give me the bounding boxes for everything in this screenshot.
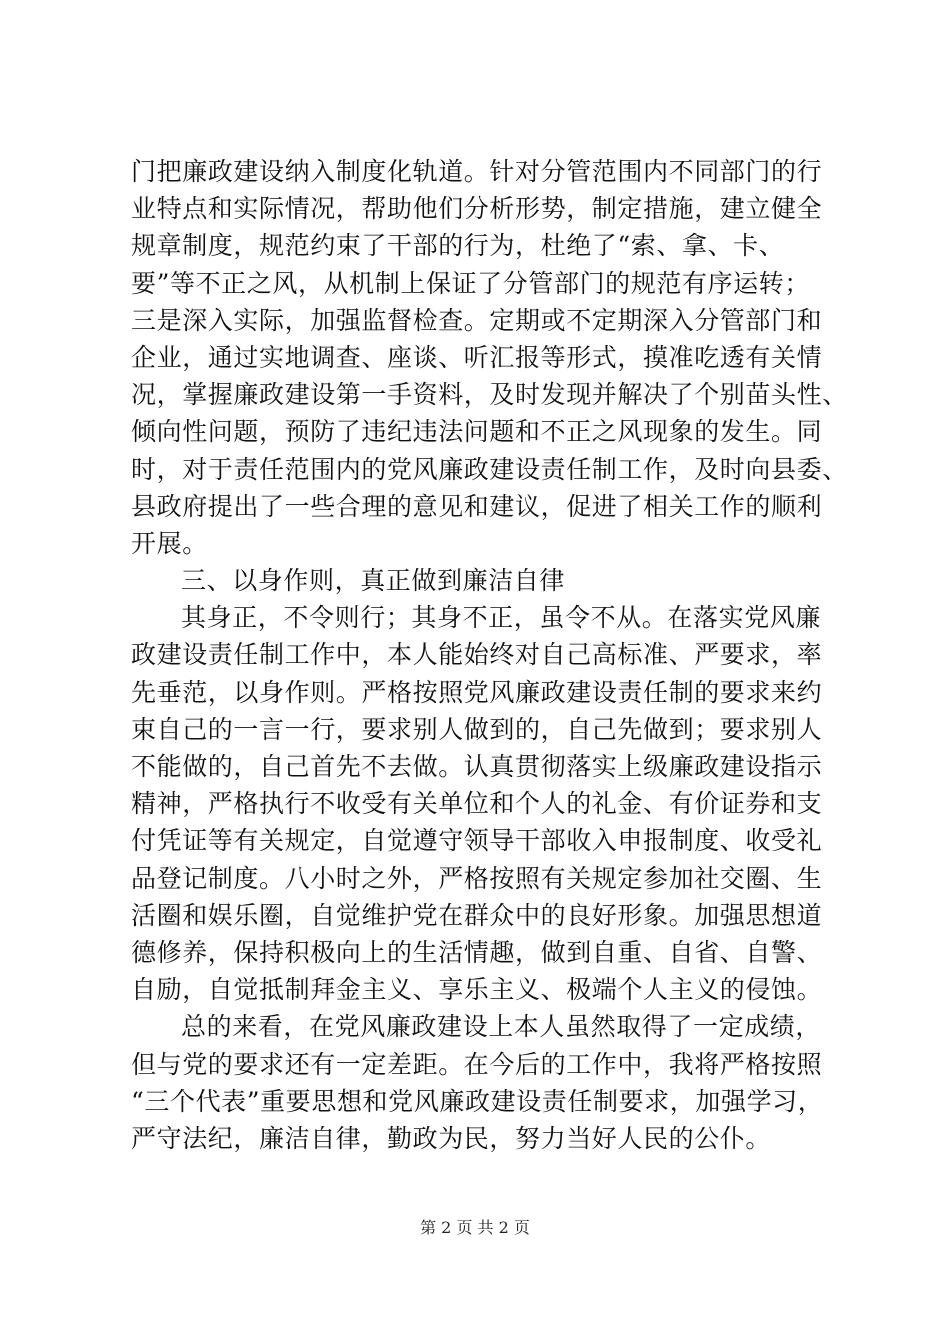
text-line: 企业，通过实地调查、座谈、听汇报等形式，摸准吃透有关情 bbox=[131, 342, 823, 372]
text-line: 倾向性问题，预防了违纪违法问题和不正之风现象的发生。同 bbox=[131, 417, 823, 447]
text-line: 束自己的一言一行，要求别人做到的，自己先做到；要求别人 bbox=[131, 714, 823, 744]
text-line: 德修养，保持积极向上的生活情趣，做到自重、自省、自警、 bbox=[131, 937, 823, 967]
text-line: 三、以身作则，真正做到廉洁自律 bbox=[181, 566, 566, 596]
text-line: 三是深入实际，加强监督检查。定期或不定期深入分管部门和 bbox=[131, 305, 823, 335]
text-line: 规章制度，规范约束了干部的行为，杜绝了“索、拿、卡、 bbox=[131, 231, 785, 261]
text-line: 要”等不正之风，从机制上保证了分管部门的规范有序运转； bbox=[131, 268, 810, 298]
text-line: 业特点和实际情况，帮助他们分析形势，制定措施，建立健全 bbox=[131, 194, 823, 224]
text-line: 不能做的，自己首先不去做。认真贯彻落实上级廉政建设指示 bbox=[131, 752, 823, 781]
text-line: 况，掌握廉政建设第一手资料，及时发现并解决了个别苗头性、 bbox=[131, 380, 848, 410]
text-line: 严守法纪，廉洁自律，勤政为民，努力当好人民的公仆。 bbox=[131, 1123, 772, 1153]
text-line: 时，对于责任范围内的党风廉政建设责任制工作，及时向县委、 bbox=[131, 454, 848, 484]
text-line: 但与党的要求还有一定差距。在今后的工作中，我将严格按照 bbox=[131, 1049, 823, 1079]
text-line: 门把廉政建设纳入制度化轨道。针对分管范围内不同部门的行 bbox=[131, 157, 823, 186]
text-line: 自励，自觉抵制拜金主义、享乐主义、极端个人主义的侵蚀。 bbox=[131, 975, 823, 1005]
text-line: 精神，严格执行不收受有关单位和个人的礼金、有价证券和支 bbox=[131, 789, 823, 819]
text-line: 政建设责任制工作中，本人能始终对自己高标准、严要求，率 bbox=[131, 640, 823, 670]
document-body bbox=[131, 153, 848, 1157]
text-line: 活圈和娱乐圈，自觉维护党在群众中的良好形象。加强思想道 bbox=[131, 900, 823, 930]
text-line: 付凭证等有关规定，自觉遵守领导干部收入申报制度、收受礼 bbox=[131, 826, 823, 856]
text-line: 品登记制度。八小时之外，严格按照有关规定参加社交圈、生 bbox=[131, 863, 823, 893]
text-line: 其身正，不令则行；其身不正，虽令不从。在落实党风廉 bbox=[181, 603, 822, 633]
text-line: 先垂范，以身作则。严格按照党风廉政建设责任制的要求来约 bbox=[131, 677, 823, 707]
text-line: “三个代表”重要思想和党风廉政建设责任制要求，加强学习， bbox=[131, 1086, 824, 1116]
page-footer: 第 2 页 共 2 页 bbox=[420, 1218, 530, 1237]
text-line: 开展。 bbox=[131, 528, 208, 558]
text-line: 总的来看，在党风廉政建设上本人虽然取得了一定成绩， bbox=[181, 1012, 822, 1042]
text-line: 县政府提出了一些合理的意见和建议，促进了相关工作的顺利 bbox=[131, 491, 823, 521]
